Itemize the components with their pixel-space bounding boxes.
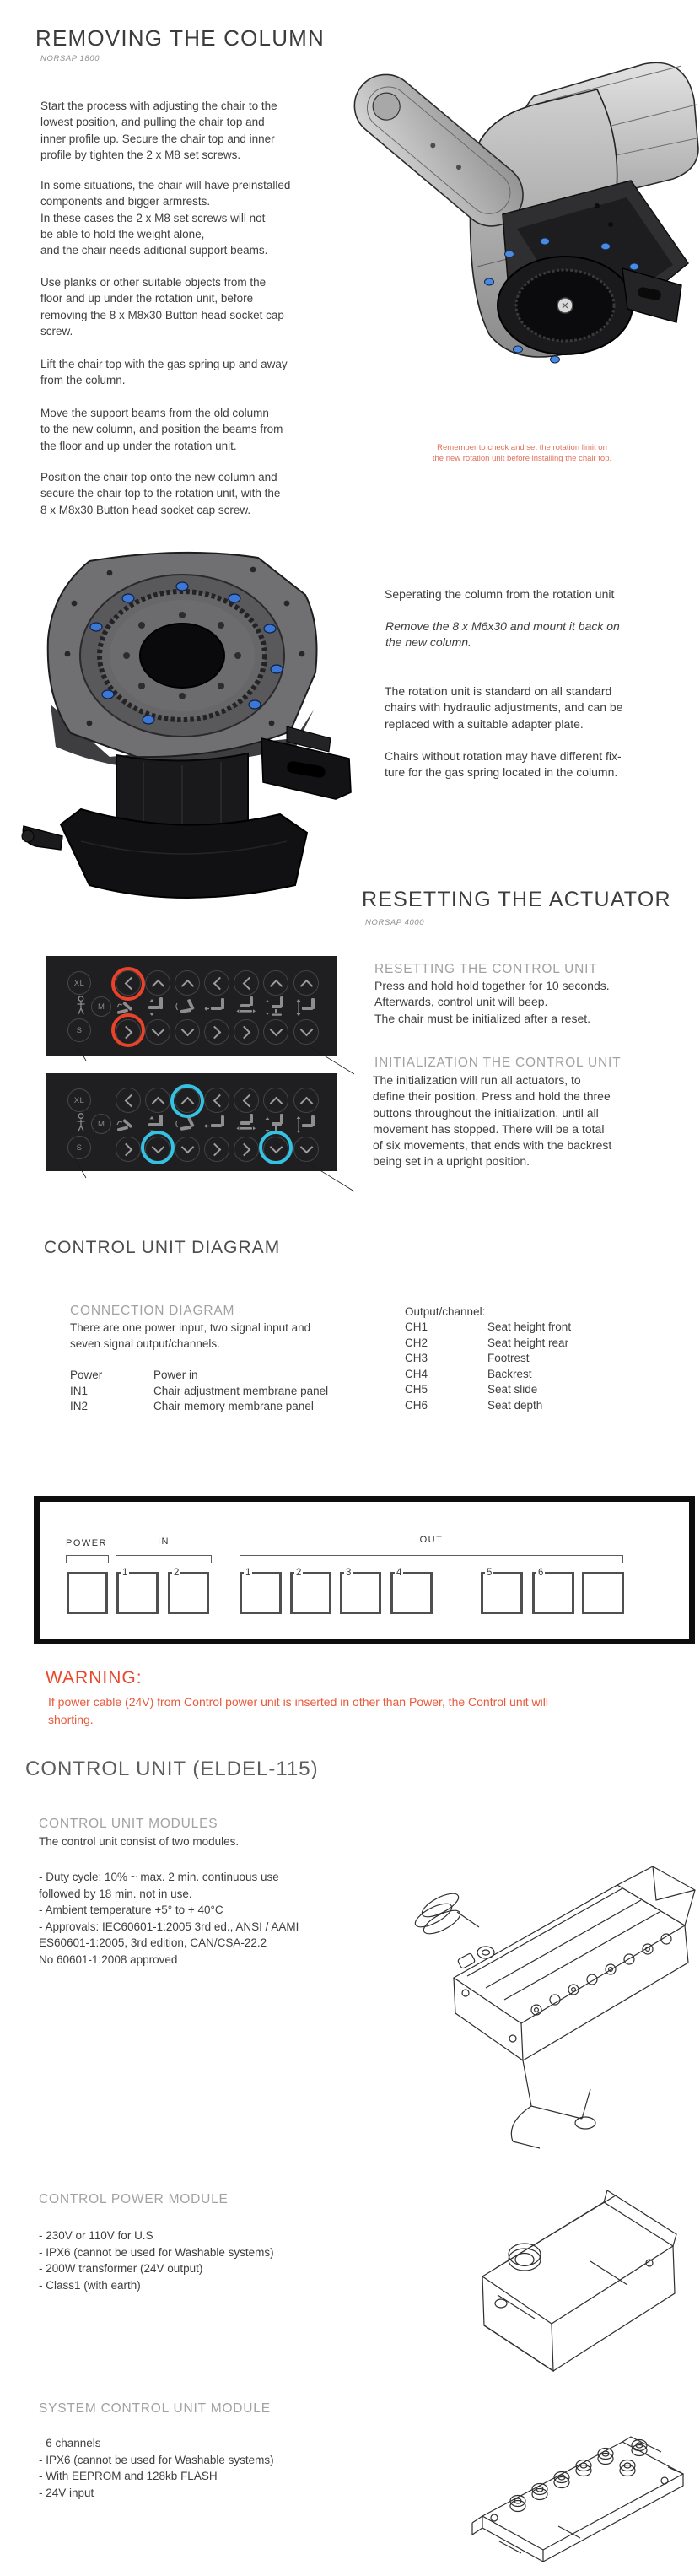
port-in-2 bbox=[168, 1568, 209, 1614]
panel-button-up bbox=[145, 1088, 170, 1113]
panel-button-up bbox=[175, 970, 200, 996]
power-bracket bbox=[66, 1555, 109, 1563]
section-subtitle-removing: NORSAP 1800 bbox=[40, 54, 100, 63]
modules-heading: CONTROL UNIT MODULES bbox=[39, 1817, 218, 1831]
rotation-unit-illustration bbox=[8, 544, 356, 909]
panel-column-seat-height bbox=[261, 970, 290, 1045]
port-out-spare bbox=[582, 1572, 624, 1614]
panel-button-s bbox=[67, 1018, 91, 1042]
panel-button-left bbox=[234, 1088, 259, 1113]
chevron-down-icon bbox=[299, 1023, 313, 1036]
chevron-right-icon bbox=[237, 1025, 250, 1039]
panel-column-chair-slide bbox=[232, 1088, 261, 1162]
chevron-right-icon bbox=[119, 1142, 132, 1156]
panel-column-chair-slide bbox=[232, 970, 261, 1045]
highlight-ring-red-bottom bbox=[111, 1013, 145, 1047]
power-module-heading: CONTROL POWER MODULE bbox=[39, 2192, 229, 2206]
out-label: OUT bbox=[419, 1535, 444, 1545]
panel-column-backrest bbox=[173, 970, 202, 1045]
port-in-1 bbox=[116, 1568, 159, 1614]
panel-button-s bbox=[67, 1136, 91, 1159]
chevron-down-icon bbox=[180, 1023, 194, 1036]
reset-text: Press and hold hold together for 10 seconds. Afterwards, control unit will beep. The chair must be initialized after a reset. bbox=[374, 979, 610, 1025]
chevron-left-icon bbox=[213, 1094, 226, 1107]
rotation-paragraph-1: The rotation unit is standard on all standard chairs with hydraulic adjustments, and can be replaced with a suitable adapter plate. bbox=[385, 684, 623, 731]
chair-tilt-icon bbox=[116, 1114, 141, 1136]
port-out-5 bbox=[481, 1568, 523, 1614]
panel-button-xl bbox=[67, 971, 91, 995]
port-number: 3 bbox=[346, 1568, 352, 1578]
chevron-left-icon bbox=[124, 1094, 137, 1107]
connection-text: There are one power input, two signal input and seven signal output/channels. bbox=[70, 1321, 311, 1351]
connection-table bbox=[70, 1368, 328, 1415]
system-module-bullets: - 6 channels - IPX6 (cannot be used for Washable systems) - With EEPROM and 128kb FLASH - 24V input bbox=[39, 2437, 274, 2499]
section-subtitle-resetting: NORSAP 4000 bbox=[365, 918, 425, 927]
highlight-ring-cyan-top bbox=[170, 1084, 204, 1118]
conn-key: IN2 bbox=[70, 1400, 89, 1413]
conn-key: Power bbox=[70, 1369, 103, 1381]
xl-label: XL bbox=[73, 978, 85, 988]
paragraph-step-3: Use planks or other suitable objects from the floor and up under the rotation unit, before removing the 8 x M8x30 Button head socket cap screw. bbox=[40, 276, 284, 338]
panel-button-up bbox=[293, 1088, 319, 1113]
port-out-1 bbox=[240, 1568, 282, 1614]
warning-text: If power cable (24V) from Control power unit is inserted in other than Power, the Control unit will shorting. bbox=[48, 1695, 548, 1726]
chevron-left-icon bbox=[213, 976, 226, 990]
power-module-illustration bbox=[447, 2160, 700, 2386]
channel-value: Seat depth bbox=[487, 1398, 543, 1412]
separating-note: Remove the 8 x M6x30 and mount it back on the new column. bbox=[385, 619, 620, 650]
panel-button-down bbox=[293, 1019, 319, 1045]
system-module-illustration bbox=[466, 2390, 700, 2575]
panel-column-tilt bbox=[114, 1088, 143, 1162]
separating-heading: Seperating the column from the rotation unit bbox=[385, 587, 615, 601]
chevron-up-icon bbox=[269, 1096, 283, 1110]
in-bracket bbox=[116, 1555, 212, 1563]
rotation-paragraph-2: Chairs without rotation may have different fix- ture for the gas spring located in the column. bbox=[385, 749, 622, 780]
membrane-panel-init bbox=[46, 1073, 337, 1171]
panel-button-left bbox=[116, 1088, 141, 1113]
conn-key: IN1 bbox=[70, 1384, 89, 1397]
modules-text: The control unit consist of two modules. bbox=[39, 1835, 240, 1848]
init-heading: INITIALIZATION THE CONTROL UNIT bbox=[374, 1056, 622, 1070]
paragraph-step-2: In some situations, the chair will have preinstalled components and bigger armrests. In these cases the 2 x M8 set screws will not be able to hold the weight alone, and the chair needs aditional support beams. bbox=[40, 179, 291, 257]
port-out-2 bbox=[290, 1568, 331, 1614]
power-label: POWER bbox=[66, 1538, 108, 1548]
channel-key: CH3 bbox=[405, 1352, 428, 1365]
panel-button-up bbox=[263, 1088, 288, 1113]
panel-button-down bbox=[145, 1019, 170, 1045]
chair-seat-height-front-icon bbox=[145, 996, 170, 1018]
chevron-left-icon bbox=[242, 1094, 256, 1107]
chair-seat-depth-icon bbox=[293, 996, 319, 1018]
system-module-heading: SYSTEM CONTROL UNIT MODULE bbox=[39, 2401, 271, 2416]
chair-slide-base-icon bbox=[234, 996, 259, 1018]
panel-button-right bbox=[116, 1137, 141, 1162]
chair-seat-slide-icon bbox=[204, 1114, 229, 1136]
s-label: S bbox=[76, 1025, 83, 1035]
paragraph-step-1: Start the process with adjusting the chair to the lowest position, and pulling the chair top and inner profile up. Secure the chair top and inner profile by tighten the 2 x M8 set screws. bbox=[40, 100, 277, 161]
m-label: M bbox=[98, 1119, 105, 1129]
panel-column-seat-depth bbox=[292, 1088, 320, 1162]
panel-button-xl bbox=[67, 1088, 91, 1112]
channel-value: Seat slide bbox=[487, 1383, 538, 1396]
channel-value: Footrest bbox=[487, 1352, 530, 1365]
port-out-4 bbox=[390, 1568, 433, 1614]
warning-title: WARNING: bbox=[46, 1668, 143, 1688]
chevron-up-icon bbox=[180, 979, 194, 992]
chevron-right-icon bbox=[207, 1142, 221, 1156]
channel-key: CH2 bbox=[405, 1336, 428, 1349]
xl-label: XL bbox=[73, 1095, 85, 1105]
panel-button-right bbox=[204, 1019, 229, 1045]
channel-key: CH4 bbox=[405, 1367, 428, 1380]
person-icon bbox=[76, 996, 86, 1016]
panel-button-down bbox=[293, 1137, 319, 1162]
chevron-right-icon bbox=[237, 1142, 250, 1156]
channel-value: Seat height rear bbox=[487, 1336, 569, 1349]
chair-seat-depth-icon bbox=[293, 1114, 319, 1136]
chevron-up-icon bbox=[299, 1096, 313, 1110]
section-title-resetting: RESETTING THE ACTUATOR bbox=[362, 888, 671, 911]
port-number: 6 bbox=[538, 1568, 544, 1578]
panel-button-right bbox=[234, 1137, 259, 1162]
chair-seat-slide-icon bbox=[204, 996, 229, 1018]
chevron-up-icon bbox=[299, 979, 313, 992]
port-number: 1 bbox=[245, 1568, 251, 1578]
paragraph-step-4: Lift the chair top with the gas spring up and away from the column. bbox=[40, 358, 288, 387]
panel-button-m bbox=[91, 1114, 111, 1134]
output-table bbox=[405, 1320, 571, 1414]
chevron-down-icon bbox=[180, 1140, 194, 1153]
port-number: 2 bbox=[174, 1568, 180, 1578]
chair-top-illustration bbox=[344, 14, 700, 429]
chevron-left-icon bbox=[242, 976, 256, 990]
conn-value: Chair memory membrane panel bbox=[153, 1400, 314, 1413]
panel-button-left bbox=[204, 1088, 229, 1113]
s-label: S bbox=[76, 1142, 83, 1153]
connector-diagram bbox=[34, 1496, 695, 1644]
highlight-ring-red-top bbox=[111, 967, 145, 1001]
panel-button-left bbox=[234, 970, 259, 996]
init-text: The initialization will run all actuators, to define their position. Press and hold the three buttons throughout the initialization, until all movement has stopped. There will be a total of six movements, that ends with the backrest being set in a upright position. bbox=[373, 1073, 612, 1169]
channel-value: Seat height front bbox=[487, 1320, 572, 1333]
port-number: 2 bbox=[296, 1568, 302, 1578]
panel-column-seat-slide bbox=[202, 1088, 231, 1162]
m-label: M bbox=[98, 1002, 105, 1012]
panel-button-down bbox=[175, 1137, 200, 1162]
out-bracket bbox=[240, 1555, 623, 1563]
conn-value: Chair adjustment membrane panel bbox=[153, 1384, 329, 1397]
chevron-up-icon bbox=[269, 979, 283, 992]
panel-button-right bbox=[234, 1019, 259, 1045]
chair-caption: Remember to check and set the rotation limit on the new rotation unit before installing the chair top. bbox=[432, 443, 612, 463]
port-out-6 bbox=[532, 1568, 574, 1614]
highlight-ring-cyan-bottom-right bbox=[259, 1131, 293, 1164]
person-icon bbox=[76, 1113, 86, 1133]
section-title-removing: REMOVING THE COLUMN bbox=[35, 25, 326, 51]
paragraph-step-5: Move the support beams from the old column to the new column, and position the beams from the floor and up under the rotation unit. bbox=[40, 407, 283, 452]
channel-key: CH6 bbox=[405, 1398, 428, 1412]
panel-column-seat-depth bbox=[292, 970, 320, 1045]
highlight-ring-cyan-bottom-left bbox=[141, 1131, 175, 1164]
panel-button-right bbox=[204, 1137, 229, 1162]
panel-button-down bbox=[175, 1019, 200, 1045]
port-number: 1 bbox=[122, 1568, 128, 1578]
output-heading: Output/channel: bbox=[405, 1305, 486, 1318]
chevron-down-icon bbox=[299, 1140, 313, 1153]
channel-key: CH5 bbox=[405, 1383, 428, 1396]
conn-value: Power in bbox=[153, 1369, 198, 1381]
paragraph-step-6: Position the chair top onto the new column and secure the chair top to the rotation unit, with the 8 x M8x30 Button head socket cap screw. bbox=[40, 471, 281, 516]
port-number: 4 bbox=[396, 1568, 402, 1578]
panel-button-m bbox=[91, 996, 111, 1017]
panel-column-seat-front bbox=[143, 970, 172, 1045]
port-number: 5 bbox=[487, 1568, 493, 1578]
port-power bbox=[67, 1572, 108, 1614]
panel-button-down bbox=[263, 1019, 288, 1045]
port-out-3 bbox=[340, 1568, 381, 1614]
panel-button-left bbox=[204, 970, 229, 996]
channel-value: Backrest bbox=[487, 1367, 532, 1380]
control-unit-illustration bbox=[405, 1828, 700, 2161]
panel-button-up bbox=[263, 970, 288, 996]
chevron-down-icon bbox=[151, 1023, 164, 1036]
power-module-bullets: - 230V or 110V for U.S - IPX6 (cannot be used for Washable systems) - 200W transformer (24V output) - Class1 (with earth) bbox=[39, 2229, 274, 2292]
chair-slide-base-icon bbox=[234, 1114, 259, 1136]
panel-column-seat-slide bbox=[202, 970, 231, 1045]
section-title-diagram: CONTROL UNIT DIAGRAM bbox=[44, 1238, 281, 1257]
membrane-panel-reset bbox=[46, 956, 337, 1056]
connection-heading: CONNECTION DIAGRAM bbox=[70, 1304, 235, 1318]
in-label: IN bbox=[158, 1536, 170, 1547]
panel-button-up bbox=[145, 970, 170, 996]
section-title-control-unit: CONTROL UNIT (ELDEL-115) bbox=[25, 1758, 319, 1780]
chair-height-icon bbox=[263, 996, 288, 1018]
chevron-up-icon bbox=[151, 1096, 164, 1110]
chevron-up-icon bbox=[151, 979, 164, 992]
reset-heading: RESETTING THE CONTROL UNIT bbox=[374, 962, 598, 976]
modules-bullets: - Duty cycle: 10% ~ max. 2 min. continuous use followed by 18 min. not in use. - Ambient temperature +5° to + 40°C - Approvals: IEC60601-1:2005 3rd ed., ANSI / AAMI ES60601-1:2005, 3rd edition, CAN/CSA-22.2 No 60601-1:2008 approved bbox=[39, 1871, 299, 1966]
chair-backrest-icon bbox=[175, 996, 200, 1018]
panel-button-up bbox=[293, 970, 319, 996]
chevron-right-icon bbox=[207, 1025, 221, 1039]
chevron-down-icon bbox=[269, 1023, 283, 1036]
channel-key: CH1 bbox=[405, 1320, 428, 1333]
